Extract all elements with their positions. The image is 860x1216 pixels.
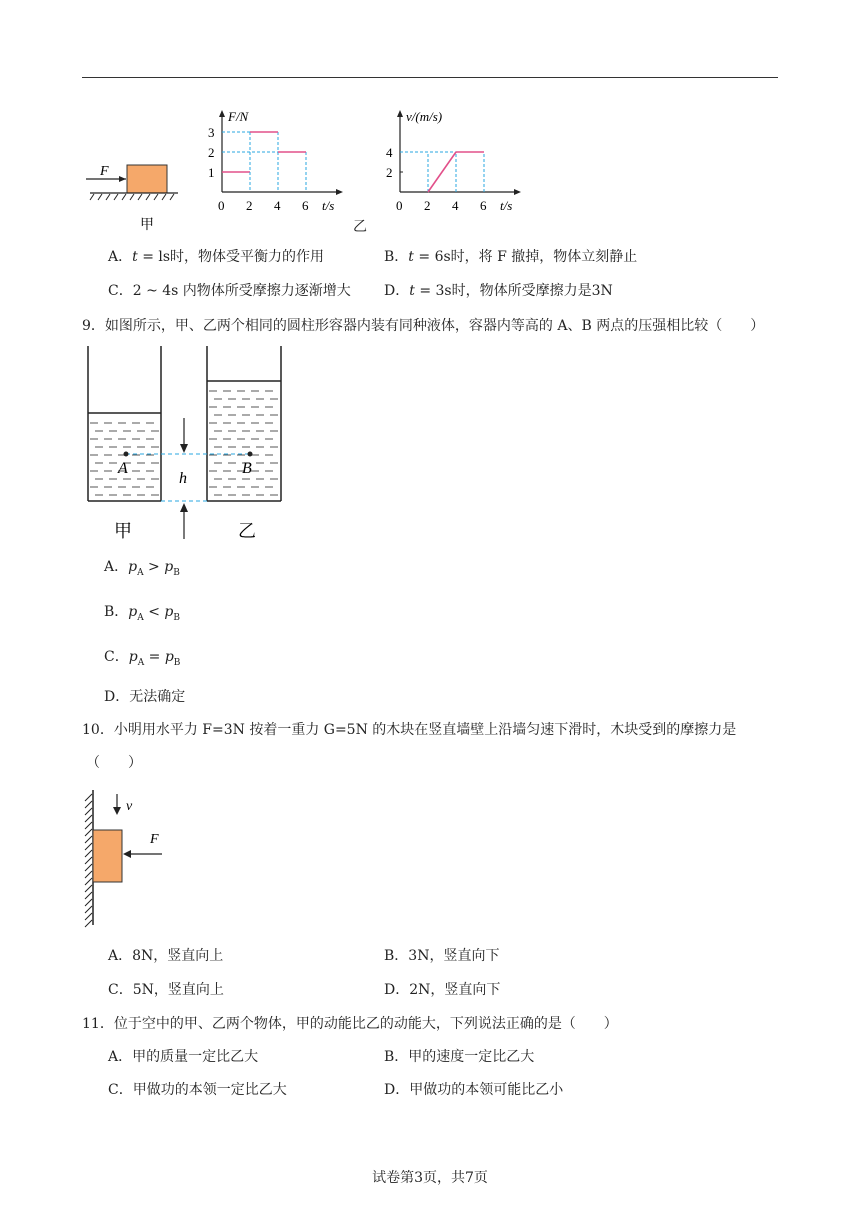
wall-hatch bbox=[85, 906, 92, 913]
force-label: F bbox=[150, 832, 159, 847]
wall-hatch bbox=[85, 857, 92, 864]
q9-option-c[interactable]: C．$p_A = p_B$ bbox=[104, 649, 181, 668]
height-label: h bbox=[179, 470, 187, 487]
x-tick-label: 4 bbox=[452, 198, 459, 213]
wall-hatch bbox=[85, 892, 92, 899]
x-tick-label: 4 bbox=[274, 198, 281, 213]
wall-hatch bbox=[85, 843, 92, 850]
wall-hatch bbox=[85, 920, 92, 927]
wall-hatch bbox=[85, 829, 92, 836]
figure-label-jia: 甲 bbox=[140, 218, 154, 233]
wall-hatch bbox=[85, 815, 92, 822]
y-tick-label: 1 bbox=[208, 165, 215, 180]
point-b-label: B bbox=[242, 460, 252, 477]
q9-stem: 9．如图所示，甲、乙两个相同的圆柱形容器内装有同种液体，容器内等高的 A、B 两点的压强相比较（ ） bbox=[82, 318, 765, 334]
velocity-label: v bbox=[126, 799, 133, 814]
q10-option-a[interactable]: A．8N，竖直向上 bbox=[108, 948, 224, 964]
y-axis-label: F/N bbox=[228, 109, 249, 124]
q9-option-d[interactable]: D．无法确定 bbox=[104, 689, 186, 705]
q8-option-d[interactable]: D．t = 3s时，物体所受摩擦力是3N bbox=[384, 283, 613, 299]
wall-hatch bbox=[85, 801, 92, 808]
q9-figure-containers bbox=[82, 343, 292, 543]
q10-option-c[interactable]: C．5N，竖直向上 bbox=[108, 982, 224, 998]
q9-option-a[interactable]: A．$p_A > p_B$ bbox=[104, 559, 180, 578]
x-tick-label: 0 bbox=[218, 198, 225, 213]
wall-hatch bbox=[85, 885, 92, 892]
q8-option-b[interactable]: B．t = 6s时，将 F 撤掉，物体立刻静止 bbox=[384, 249, 638, 265]
wall-hatch bbox=[85, 850, 92, 857]
figure-label-yi: 乙 bbox=[353, 219, 367, 235]
q8-option-c[interactable]: C．2 ~ 4s 内物体所受摩擦力逐渐增大 bbox=[108, 283, 351, 299]
point-a-label: A bbox=[118, 460, 128, 477]
wall-hatch bbox=[85, 822, 92, 829]
wall-hatch bbox=[85, 794, 92, 801]
x-axis-arrow bbox=[336, 189, 343, 195]
q11-option-d[interactable]: D．甲做功的本领可能比乙小 bbox=[384, 1082, 564, 1098]
q8-figure-jia bbox=[82, 155, 182, 237]
wall-hatch bbox=[85, 864, 92, 871]
container-label-yi: 乙 bbox=[238, 521, 256, 541]
y-tick-label: 2 bbox=[386, 165, 393, 180]
q8-option-a[interactable]: A．t = ls时，物体受平衡力的作用 bbox=[108, 249, 325, 265]
wall-hatch bbox=[85, 878, 92, 885]
q10-stem-line1: 10．小明用水平力 F=3N 按着一重力 G=5N 的木块在竖直墙壁上沿墙匀速下滑时，木块受到的摩擦力是 bbox=[82, 722, 737, 738]
velocity-segment bbox=[428, 152, 456, 192]
y-tick-label: 4 bbox=[386, 145, 393, 160]
q10-option-b[interactable]: B．3N，竖直向下 bbox=[384, 948, 500, 964]
x-tick-label: 6 bbox=[302, 198, 309, 213]
wall-hatch bbox=[85, 899, 92, 906]
q11-option-b[interactable]: B．甲的速度一定比乙大 bbox=[384, 1049, 535, 1065]
y-axis-label: v/(m/s) bbox=[406, 109, 443, 124]
y-tick-label: 2 bbox=[208, 145, 215, 160]
q9-option-b[interactable]: B．$p_A < p_B$ bbox=[104, 604, 180, 623]
wall-hatch bbox=[85, 836, 92, 843]
x-tick-label: 2 bbox=[246, 198, 253, 213]
x-axis-label: t/s bbox=[500, 198, 513, 213]
container-label-jia: 甲 bbox=[114, 521, 132, 541]
header-rule bbox=[82, 77, 778, 78]
page-footer: 试卷第3页，共7页 bbox=[372, 1170, 488, 1186]
y-axis-arrow bbox=[397, 110, 403, 117]
q10-option-d[interactable]: D．2N，竖直向下 bbox=[384, 982, 501, 998]
x-axis-arrow bbox=[514, 189, 521, 195]
q10-figure-wall bbox=[80, 788, 190, 928]
force-label: F bbox=[100, 164, 109, 179]
q11-stem: 11．位于空中的甲、乙两个物体，甲的动能比乙的动能大，下列说法正确的是（ ） bbox=[82, 1016, 618, 1032]
x-axis-label: t/s bbox=[322, 198, 335, 213]
block bbox=[127, 165, 167, 193]
x-tick-label: 2 bbox=[424, 198, 431, 213]
wall-hatch bbox=[85, 913, 92, 920]
q11-option-a[interactable]: A．甲的质量一定比乙大 bbox=[108, 1049, 259, 1065]
point-a bbox=[124, 452, 129, 457]
q11-option-c[interactable]: C．甲做功的本领一定比乙大 bbox=[108, 1082, 287, 1098]
wall-hatch bbox=[85, 808, 92, 815]
q8-graph-force bbox=[200, 105, 350, 220]
q10-stem-line2: （ ） bbox=[86, 755, 142, 771]
y-axis-arrow bbox=[219, 110, 225, 117]
y-tick-label: 3 bbox=[208, 125, 215, 140]
x-tick-label: 0 bbox=[396, 198, 403, 213]
block bbox=[93, 830, 122, 882]
wall-hatch bbox=[85, 871, 92, 878]
q8-graph-velocity bbox=[378, 105, 528, 220]
x-tick-label: 6 bbox=[480, 198, 487, 213]
point-b bbox=[248, 452, 253, 457]
